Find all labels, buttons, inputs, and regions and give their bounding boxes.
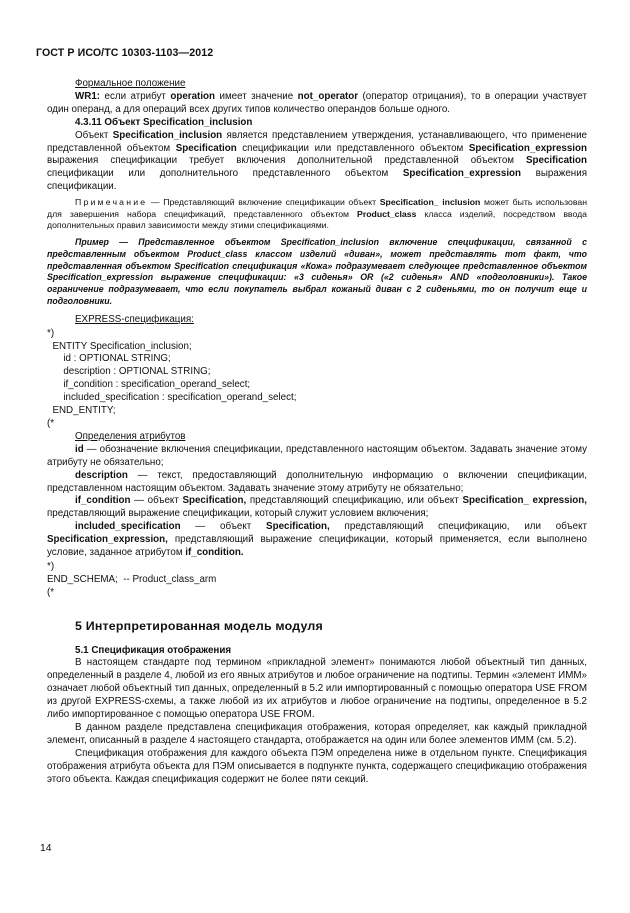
attr-name: id <box>75 443 84 455</box>
note-paragraph <box>47 197 587 232</box>
code-line: id : OPTIONAL STRING; <box>47 353 171 365</box>
paragraph: В данном разделе представлена спецификация отображения, которая определяет, как каждый прикладной элемент, описанный в разделе 4 настоящего стандарта, отображается на один или более элементов ИММ (см. 5.2). <box>47 722 587 746</box>
value-not-operator: not_operator <box>297 90 359 102</box>
entity-ref: Specification <box>175 142 237 154</box>
code-line: END_SCHEMA; -- Product_class_arm <box>47 573 217 585</box>
section-heading-5: 5 Интерпретированная модель модуля <box>75 618 323 633</box>
entity-description <box>47 130 587 195</box>
attr-def-included-specification <box>47 521 587 560</box>
entity-ref: Specification_inclusion <box>112 129 223 141</box>
attr-def-description <box>47 470 587 496</box>
entity-ref: Product_class <box>357 208 417 219</box>
code-line: ENTITY Specification_inclusion; <box>47 340 192 352</box>
paragraph: В настоящем стандарте под термином «прикладной элемент» понимаются любой объектный тип данных, определенный в разделе 4, любой из его явных атрибутов и любое ограничение на подтипы. Термин «элемент ИММ» означает любой объектный тип данных, определенный в 5.2 или импортированный с помощью оператора USE FROM из другой EXPRESS-схемы, а также любой из их атрибутов и любое ограничение на подтипы, определенное в 5.2 либо импортированное с помощью оператора USE FROM. <box>47 657 587 721</box>
attr-ref: if_condition. <box>185 547 244 559</box>
express-spec-label: EXPRESS-спецификация: <box>75 313 194 325</box>
text: представляющий спецификацию, или объект <box>246 495 463 507</box>
text: — объект <box>180 521 267 533</box>
attr-def-id <box>47 444 587 470</box>
text: выражения спецификации. <box>47 168 587 193</box>
entity-ref: Specification_ expression, <box>462 495 587 507</box>
entity-ref: Specification_expression <box>468 142 587 154</box>
paragraph: Спецификация отображения для каждого объекта ПЭМ определена ниже в отдельном пункте. Спецификация отображения атрибута объекта для ПЭМ описывается в подпункте пункта, содержащего спецификацию отображения этого объекта. Каждая спецификация содержит не более пяти секций. <box>47 747 587 785</box>
code-line: description : OPTIONAL STRING; <box>47 366 211 378</box>
entity-ref: Specification_expression <box>402 168 522 180</box>
page-number: 14 <box>40 843 52 854</box>
text: — объект <box>130 495 183 507</box>
express-code-block <box>47 328 587 431</box>
section-heading-5-1: 5.1 Спецификация отображения <box>75 644 232 656</box>
code-line: *) <box>47 327 55 339</box>
entity-ref: Specification, <box>266 521 330 533</box>
code-line: included_specification : specification_operand_select; <box>47 392 297 404</box>
code-line: (* <box>47 586 55 598</box>
entity-ref: Specification <box>526 155 587 167</box>
code-line: (* <box>47 417 55 429</box>
text: является представлением утверждения, устанавливающего, что применение представленной объектом <box>47 129 587 154</box>
note-label: Примечание <box>75 197 148 208</box>
text: класса изделий, посредством ввода дополнительных правил зависимости между этими спецификациями. <box>47 208 587 231</box>
attr-name: included_specification <box>75 521 181 533</box>
page-content <box>47 78 587 787</box>
entity-ref: Specification, <box>182 495 247 507</box>
text: Объект <box>75 129 113 141</box>
text: имеет значение <box>215 90 298 102</box>
schema-end-block <box>47 561 587 600</box>
entity-ref: Specification_ inclusion <box>379 197 481 208</box>
section-heading-4-3-11: 4.3.11 Объект Specification_inclusion <box>75 116 253 128</box>
text: спецификации или представленного объектом <box>236 142 469 154</box>
text: — Представляющий включение спецификации объект <box>147 197 380 208</box>
wr1-rule <box>47 91 587 117</box>
text: представляющий спецификацию, или объект <box>329 521 587 533</box>
running-header: ГОСТ Р ИСО/ТС 10303-1103—2012 <box>36 47 214 59</box>
attr-operation: operation <box>170 90 216 102</box>
attribute-definitions-label: Определения атрибутов <box>75 430 186 442</box>
text: представляющий выражение спецификации, который применяется, если выполнено условие, заданное атрибутом <box>47 534 587 559</box>
text: может быть использован для завершения набора спецификаций, представленного объектом <box>47 197 587 219</box>
code-line: END_ENTITY; <box>47 405 116 417</box>
text: если атрибут <box>100 90 171 102</box>
example-paragraph: Пример — Представленное объектом Specification_inclusion включение спецификации, связанной с представленным объектом Product_class классом изделий «диван», может представлять тот факт, что представленная объектом Specification спецификация «Кожа» подразумевает следующее представленное объектом Specification_expression выражение спецификации: «3 сиденья» OR («2 сиденья» AND «подголовники»). Такое ограничение подразумевает, что если покупатель выбрал кожаный диван с 2 сиденьями, то он получит еще и подголовники. <box>47 236 587 306</box>
text: — текст, предоставляющий дополнительную информацию о включении спецификации, представленном настоящим объектом. Задавать значение этому атрибуту не обязательно; <box>47 469 587 494</box>
text: спецификации или дополнительного представленного объектом <box>47 168 403 180</box>
wr1-name: WR1: <box>75 90 101 102</box>
code-line: if_condition : specification_operand_select; <box>47 379 251 391</box>
entity-ref: Specification_expression, <box>47 534 168 546</box>
text: — обозначение включения спецификации, представленного настоящим объектом. Задавать значение этому атрибуту не обязательно; <box>47 443 587 468</box>
text: (оператор отрицания), то в операции участвует один операнд, а для операций всех других типов количество операндов больше одного. <box>47 90 588 115</box>
text: выражения спецификации требует включения дополнительной представленной объектом <box>47 155 527 167</box>
code-line: *) <box>47 560 55 572</box>
text: представляющий выражение спецификации, который служит условием включения; <box>47 508 429 520</box>
attr-def-if-condition <box>47 495 587 521</box>
formal-statement-label: Формальное положение <box>75 78 186 89</box>
attr-name: description <box>75 469 128 481</box>
attr-name: if_condition <box>75 495 131 507</box>
